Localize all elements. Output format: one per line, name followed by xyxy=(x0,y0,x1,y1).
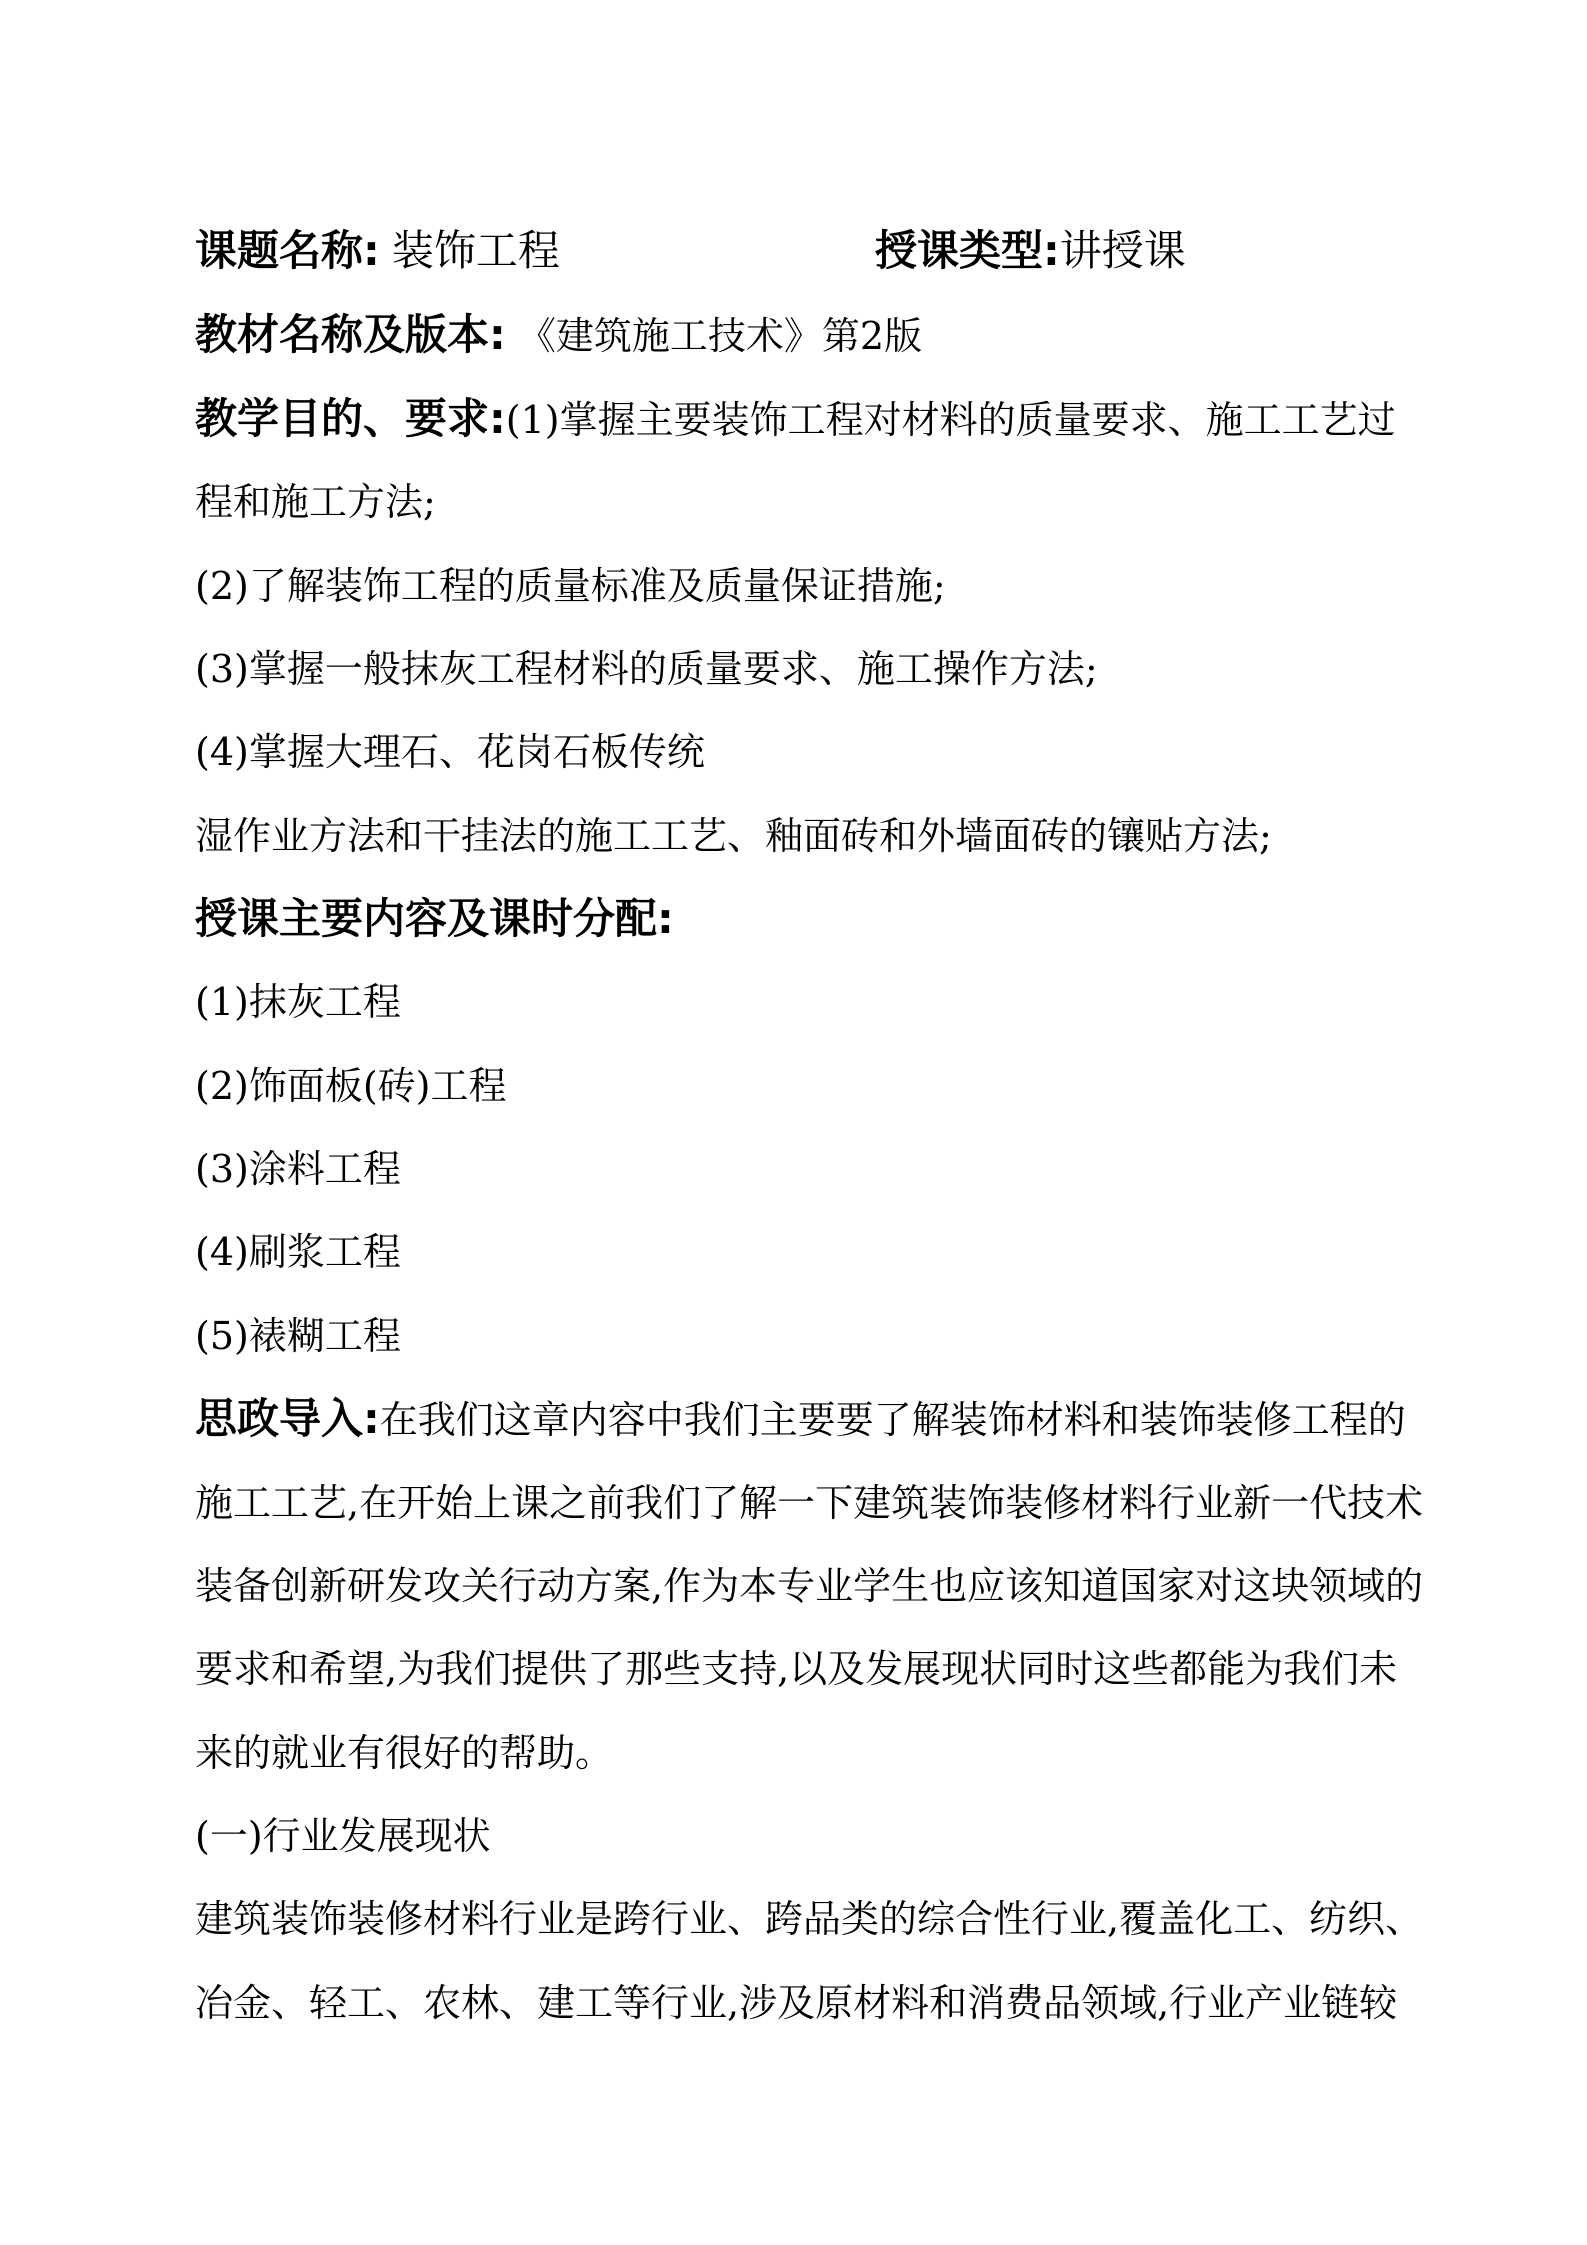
objectives-item-3: (3)掌握一般抹灰工程材料的质量要求、施工操作方法; xyxy=(195,647,1098,691)
ideology-line-3: 装备创新研发攻关行动方案,作为本专业学生也应该知道国家对这块领域的 xyxy=(195,1564,1424,1608)
content-item-2: (2)饰面板(砖)工程 xyxy=(195,1064,507,1108)
section-heading-industry: (一)行业发展现状 xyxy=(195,1814,491,1858)
ideology-line-1: 在我们这章内容中我们主要要了解装饰材料和装饰装修工程的 xyxy=(379,1398,1406,1442)
topic-value: 装饰工程 xyxy=(391,226,560,275)
type-label: 授课类型: xyxy=(875,226,1060,275)
ideology-label: 思政导入: xyxy=(195,1394,380,1443)
objectives-line-2: 程和施工方法; xyxy=(195,480,436,524)
ideology-line-5: 来的就业有很好的帮助。 xyxy=(195,1731,614,1775)
textbook-value: 《建筑施工技术》第2版 xyxy=(517,314,923,358)
textbook-label: 教材名称及版本: xyxy=(195,310,506,359)
objectives-label: 教学目的、要求: xyxy=(195,394,506,443)
objectives-line-1: (1)掌握主要装饰工程对材料的质量要求、施工工艺过 xyxy=(505,398,1396,442)
objectives-row xyxy=(195,396,1396,443)
content-item-5: (5)裱糊工程 xyxy=(195,1314,401,1358)
objectives-item-2: (2)了解装饰工程的质量标准及质量保证措施; xyxy=(195,564,946,608)
type-row xyxy=(875,228,1186,275)
objectives-continuation: 湿作业方法和干挂法的施工工艺、釉面砖和外墙面砖的镶贴方法; xyxy=(195,814,1272,858)
textbook-row xyxy=(195,312,922,359)
content-heading: 授课主要内容及课时分配: xyxy=(195,894,674,943)
ideology-line-4: 要求和希望,为我们提供了那些支持,以及发展现状同时这些都能为我们未 xyxy=(195,1647,1398,1691)
content-item-3: (3)涂料工程 xyxy=(195,1147,401,1191)
content-item-4: (4)刷浆工程 xyxy=(195,1230,401,1274)
section-line-2: 冶金、轻工、农林、建工等行业,涉及原材料和消费品领域,行业产业链较 xyxy=(195,1981,1398,2025)
topic-label: 课题名称: xyxy=(195,226,380,275)
header-row xyxy=(195,228,560,275)
objectives-item-4: (4)掌握大理石、花岗石板传统 xyxy=(195,730,705,774)
ideology-line-2: 施工工艺,在开始上课之前我们了解一下建筑装饰装修材料行业新一代技术 xyxy=(195,1481,1424,1525)
content-item-1: (1)抹灰工程 xyxy=(195,980,401,1024)
ideology-row xyxy=(195,1396,1406,1443)
section-line-1: 建筑装饰装修材料行业是跨行业、跨品类的综合性行业,覆盖化工、纺织、 xyxy=(195,1897,1424,1941)
type-value: 讲授课 xyxy=(1059,226,1186,275)
